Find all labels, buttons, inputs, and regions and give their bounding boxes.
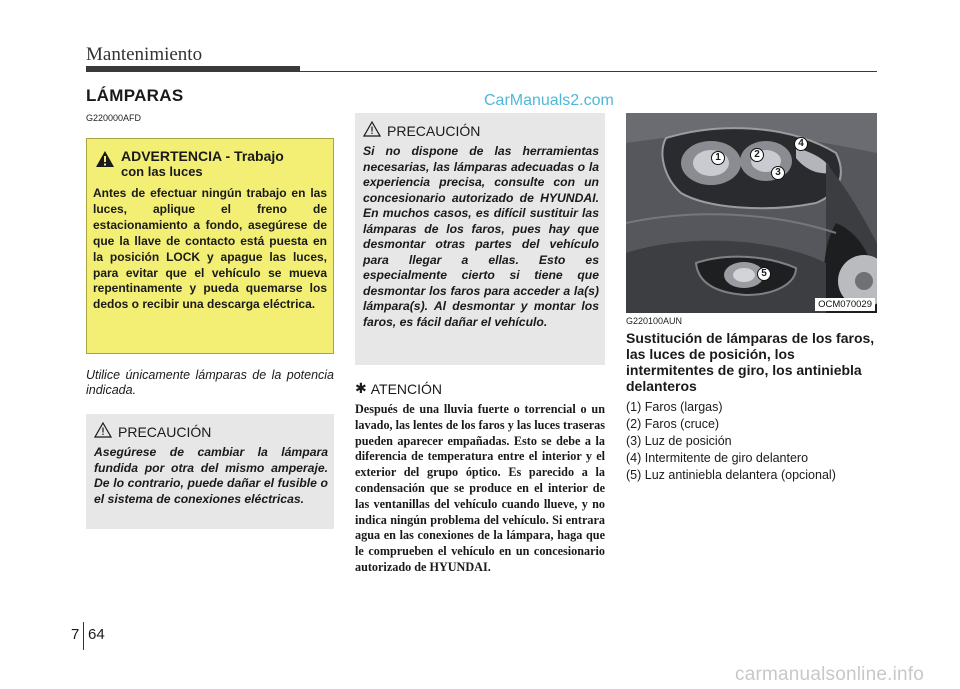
marker-1: 1 (711, 151, 725, 165)
lamp-list (626, 399, 877, 484)
footer-watermark[interactable]: carmanualsonline.info (735, 664, 925, 685)
page-heading: LÁMPARAS (86, 86, 184, 105)
replacement-title: Sustitución de lámparas de los faros, las luces de posición, los intermitentes de giro, los antiniebla delanteros (626, 330, 875, 394)
warning-triangle-icon (95, 150, 115, 171)
code-label-right: G220100AUN (626, 316, 683, 326)
attention-star-icon: ✱ (355, 380, 367, 396)
watermark-top[interactable]: CarManuals2.com (484, 92, 614, 109)
list-item: (5) Luz antiniebla delantera (opcional) (626, 468, 836, 482)
caution-title-middle: PRECAUCIÓN (387, 122, 481, 139)
page-number: 64 (88, 626, 105, 643)
photo-code: OCM070029 (815, 298, 875, 311)
list-item: (3) Luz de posición (626, 434, 732, 448)
list-item: (1) Faros (largas) (626, 400, 723, 414)
caution-header-middle (363, 121, 599, 140)
section-title: Mantenimiento (86, 44, 203, 65)
chapter-number: 7 (71, 626, 80, 643)
list-item: (4) Intermitente de giro delantero (626, 451, 809, 465)
header-bar (86, 66, 300, 72)
marker-2: 2 (750, 148, 764, 162)
warning-title-line1: ADVERTENCIA - Trabajo (121, 148, 284, 164)
code-label-left: G220000AFD (86, 113, 142, 123)
attention-header (355, 380, 442, 397)
italic-note: Utilice únicamente lámparas de la potencia indicada. (86, 368, 334, 397)
headlamp-photo (626, 113, 877, 313)
attention-title: ATENCIÓN (370, 380, 443, 397)
marker-5: 5 (757, 267, 771, 281)
caution-body-left: Asegúrese de cambiar la lámpara fundida por otra del mismo amperaje. De lo contrario, puede dañar el fusible o el sistema de conexiones eléctricas. (94, 445, 328, 506)
marker-3: 3 (771, 166, 785, 180)
list-item: (2) Faros (cruce) (626, 417, 720, 431)
caution-body-middle: Si no dispone de las herramientas necesarias, las lámparas adecuadas o la experiencia precisa, consulte con un concesionario autorizado de HYUNDAI. En muchos casos, es difícil sustituir las lámparas de los faros, pues hay que desmontar otras partes del vehículo para llegar a ellas. Esto es especialmente cierto si tiene que desmontar los faros para acceder a la(s) lámpara(s). Al desmontar y montar los faros, es fácil dañar el vehículo. (363, 144, 599, 329)
marker-4: 4 (794, 137, 808, 151)
header-rule (300, 71, 877, 72)
warning-box (86, 138, 334, 354)
caution-header-left (94, 422, 328, 441)
caution-triangle-icon (363, 121, 381, 140)
caution-title-left: PRECAUCIÓN (118, 423, 212, 440)
caution-box-left (86, 414, 334, 529)
caution-box-middle (355, 113, 605, 365)
page-number-divider (83, 622, 84, 650)
caution-triangle-icon (94, 422, 112, 441)
warning-body: Antes de efectuar ningún trabajo en las luces, aplique el freno de estacionamiento a fondo, asegúrese de que la llave de contacto está puesta en la posición LOCK y apague las luces, para evitar que el vehículo se mueva repentinamente y pueda quemarse los dedos o recibir una descarga eléctrica. (93, 186, 327, 312)
warning-title-line2: con las luces (121, 164, 203, 179)
warning-header (95, 149, 327, 179)
attention-body: Después de una lluvia fuerte o torrencial o un lavado, las lentes de los faros y las luces traseras pueden aparecer empañadas. Esto se debe a la diferencia de temperatura entre el interior y el exterior del grupo óptico. Es parecido a la condensación que se produce en el interior de las ventanillas del vehículo cuando llueve, y no indica ningún problema del vehículo. Si entrara agua en las conexiones de la lámpara, haga que le comprueben el vehículo en un concesionario autorizado de HYUNDAI. (355, 402, 605, 574)
